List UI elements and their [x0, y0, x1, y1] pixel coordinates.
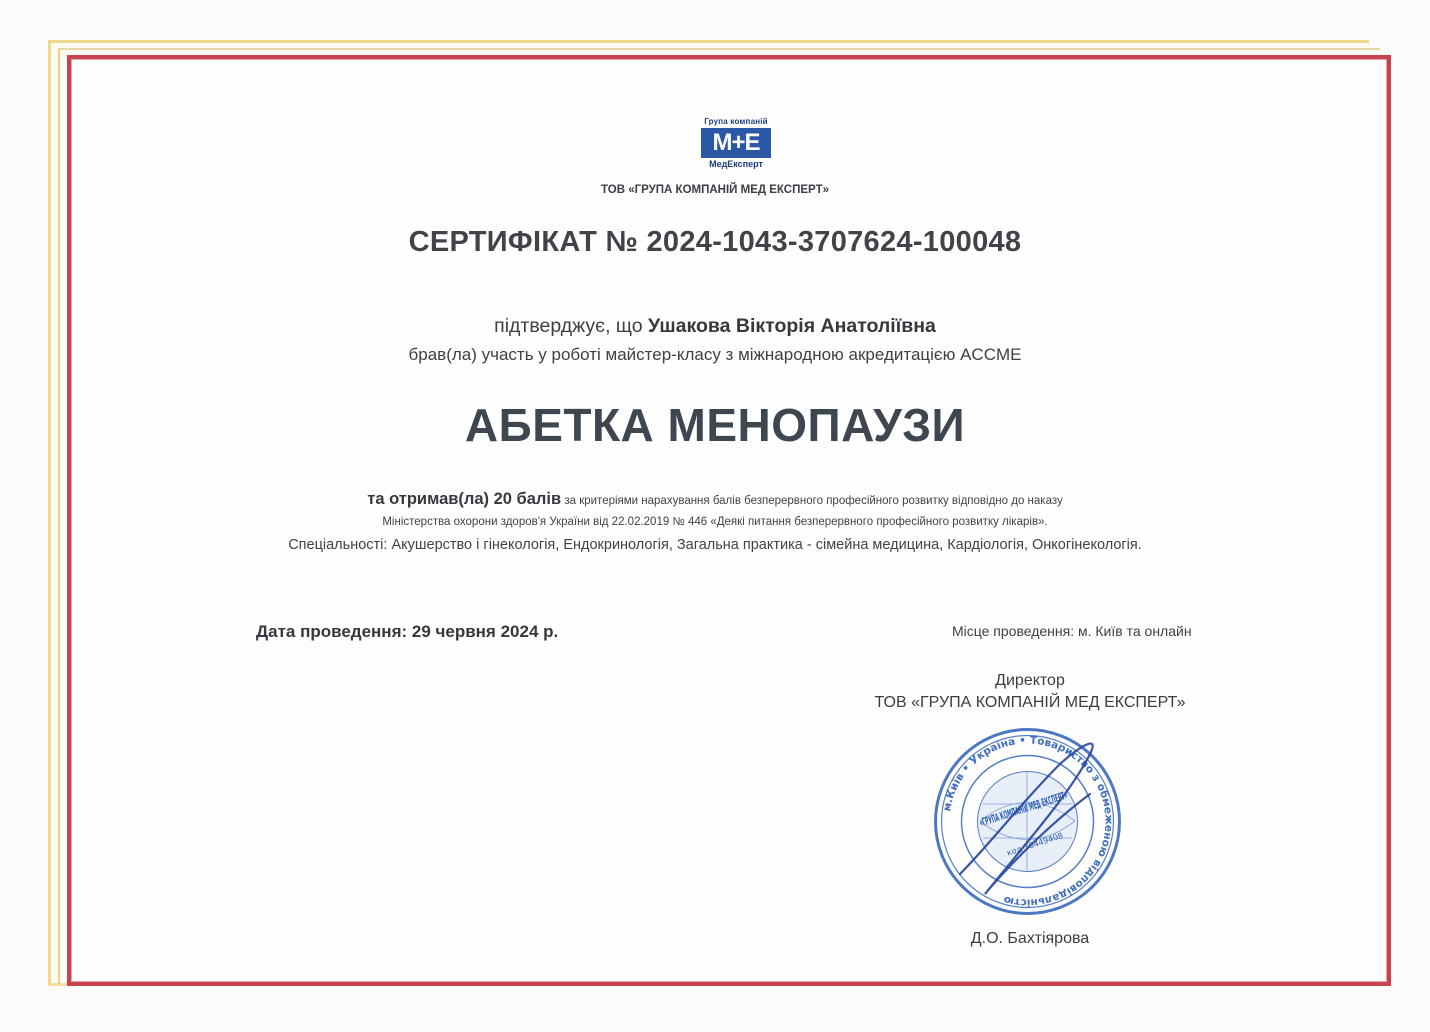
points-awarded: та отримав(ла) 20 балів — [367, 490, 562, 508]
points-criteria: за критеріями нарахування балів безперервного професійного розвитку відповідно до наказу — [564, 495, 1063, 507]
recipient-name: Ушакова Вікторія Анатоліївна — [648, 315, 936, 337]
stamp-ring-text: м.Київ • Україна • Товариство з обмеженою відповідальністю — [941, 734, 1115, 909]
specialties-list: Спеціальності: Акушерство і гінекологія, Ендокринологія, Загальна практика - сімейна медицина, Кардіологія, Онкогінекологія. — [288, 537, 1142, 553]
company-logo — [690, 117, 782, 169]
points-line — [0, 490, 1430, 509]
signer-name: Д.О. Бахтіярова — [970, 930, 1090, 947]
company-name: ТОВ «ГРУПА КОМПАНІЙ МЕД ЕКСПЕРТ» — [601, 184, 829, 196]
director-organization: ТОВ «ГРУПА КОМПАНІЙ МЕД ЕКСПЕРТ» — [874, 694, 1186, 711]
event-place: Місце проведення: м. Київ та онлайн — [952, 623, 1192, 639]
official-stamp — [930, 724, 1125, 919]
certificate-title: СЕРТИФІКАТ № 2024-1043-3707624-100048 — [408, 226, 1022, 258]
stamp-code: код 38449408 — [1005, 831, 1065, 858]
confirm-line — [0, 315, 1430, 338]
logo-caption-top: Група компаній — [704, 117, 768, 126]
confirm-prefix: підтверджує, що — [494, 315, 643, 337]
logo-mark: М+Е — [701, 128, 771, 158]
participation-line: брав(ла) участь у роботі майстер-класу з міжнародною акредитацією ACCME — [408, 345, 1022, 364]
event-date: Дата проведення: 29 червня 2024 р. — [256, 622, 559, 641]
course-title: АБЕТКА МЕНОПАУЗИ — [464, 399, 966, 451]
logo-caption-bottom: МедЕксперт — [709, 159, 763, 169]
director-title: Директор — [995, 672, 1065, 689]
ministry-order: Міністерства охорони здоров'я України від 22.02.2019 № 446 «Деякі питання безперервного професійного розвитку лікарів». — [382, 516, 1048, 528]
